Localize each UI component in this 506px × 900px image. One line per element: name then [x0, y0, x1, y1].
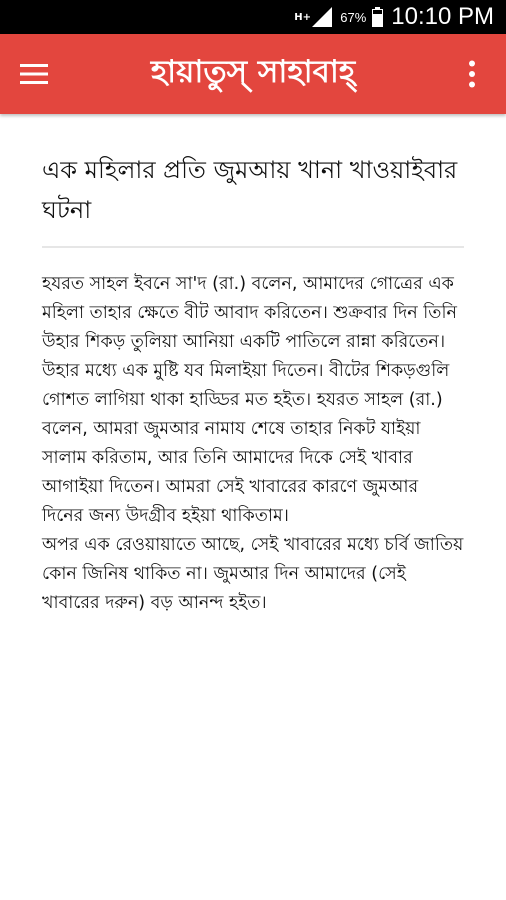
- article-title: এক মহিলার প্রতি জুমআয় খানা খাওয়াইবার ঘটনা: [42, 156, 458, 224]
- menu-button[interactable]: [14, 54, 54, 94]
- title-divider: [42, 246, 464, 248]
- more-vert-icon: [468, 60, 476, 88]
- battery-icon: [372, 7, 383, 27]
- article-paragraph: অপর এক রেওয়ায়াতে আছে, সেই খাবারের মধ্যে চর্বি জাতিয় কোন জিনিষ থাকিত না। জুমআর দিন আমাদের (সেই খাবারের দরুন) বড় আনন্দ হইত।: [42, 535, 464, 613]
- app-title: হায়াতুস্ সাহাবাহ্: [150, 54, 356, 90]
- article-content: [42, 150, 464, 618]
- hamburger-menu-icon: [20, 63, 48, 85]
- article-body: [42, 270, 464, 618]
- signal-strength-icon: [310, 7, 334, 27]
- clock: 10:10 PM: [391, 3, 494, 30]
- overflow-menu-button[interactable]: [452, 54, 492, 94]
- app-bar: [0, 34, 506, 114]
- battery-percent: 67%: [340, 9, 367, 25]
- article-paragraph: হযরত সাহল ইবনে সা'দ (রা.) বলেন, আমাদের গোত্রের এক মহিলা তাহার ক্ষেতে বীট আবাদ করিতেন। শুক্রবার দিন তিনি উহার শিকড় তুলিয়া আনিয়া একটি পাতিলে রান্না করিতেন। উহার মধ্যে এক মুষ্টি যব মিলাইয়া দিতেন। বীটের শিকড়গুলি গোশত লাগিয়া থাকা হাড্ডির মত হইত। হযরত সাহল (রা.) বলেন, আমরা জুমআর নামায শেষে তাহার নিকট যাইয়া সালাম করিতাম, আর তিনি আমাদের দিকে সেই খাবার আগাইয়া দিতেন। আমরা সেই খাবারের কারণে জুমআর দিনের জন্য উদগ্রীব হইয়া থাকিতাম।: [42, 274, 457, 526]
- network-type-indicator: H+: [294, 11, 311, 23]
- status-bar: [0, 0, 506, 34]
